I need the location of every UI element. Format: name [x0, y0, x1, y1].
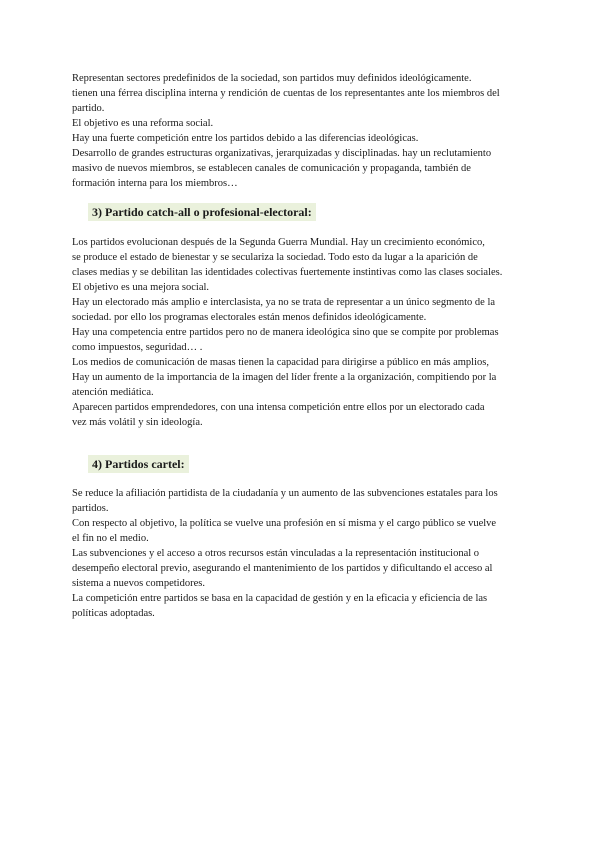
- paragraph-line: Hay un electorado más amplio e interclasista, ya no se trata de representar a un único segmento de la: [72, 297, 496, 308]
- paragraph-line: se produce el estado de bienestar y se seculariza la sociedad. Todo esto da lugar a la aparición de: [72, 252, 478, 263]
- paragraph-line: atención mediática.: [72, 387, 154, 398]
- paragraph-line: clases medias y se debilitan las identidades colectivas fuertemente instintivas como las clases sociales.: [72, 267, 503, 278]
- paragraph-line: Hay un aumento de la importancia de la imagen del líder frente a la organización, compitiendo por la: [72, 372, 497, 383]
- section-4-heading: 4) Partidos cartel:: [88, 455, 189, 473]
- paragraph-line: políticas adoptadas.: [72, 608, 155, 619]
- paragraph-line: Representan sectores predefinidos de la sociedad, son partidos muy definidos ideológicamente.: [72, 73, 472, 84]
- section-3-body: [72, 235, 532, 430]
- section-2-body: [72, 71, 532, 191]
- paragraph-line: el fin no el medio.: [72, 533, 149, 544]
- paragraph-line: sistema a nuevos competidores.: [72, 578, 205, 589]
- paragraph-line: El objetivo es una mejora social.: [72, 282, 210, 293]
- paragraph-line: Con respecto al objetivo, la política se vuelve una profesión en sí misma y el cargo público se vuelve: [72, 518, 497, 529]
- paragraph-line: desempeño electoral previo, asegurando el mantenimiento de los partidos y dificultando el acceso al: [72, 563, 493, 574]
- paragraph-line: Las subvenciones y el acceso a otros recursos están vinculadas a la representación institucional o: [72, 548, 480, 559]
- paragraph-line: El objetivo es una reforma social.: [72, 118, 214, 129]
- paragraph-line: partido.: [72, 103, 105, 114]
- paragraph-line: Se reduce la afiliación partidista de la ciudadanía y un aumento de las subvenciones estatales para los: [72, 488, 498, 499]
- paragraph-line: Los partidos evolucionan después de la Segunda Guerra Mundial. Hay un crecimiento económico,: [72, 237, 485, 248]
- paragraph-line: vez más volátil y sin ideología.: [72, 417, 203, 428]
- section-3-heading: 3) Partido catch-all o profesional-electoral:: [88, 203, 316, 221]
- paragraph-line: Aparecen partidos emprendedores, con una intensa competición entre ellos por un electorado cada: [72, 402, 485, 413]
- paragraph-line: La competición entre partidos se basa en la capacidad de gestión y en la eficacia y eficiencia de las: [72, 593, 488, 604]
- paragraph-line: Hay una fuerte competición entre los partidos debido a las diferencias ideológicas.: [72, 133, 419, 144]
- paragraph-line: formación interna para los miembros…: [72, 178, 238, 189]
- paragraph-line: como impuestos, seguridad… .: [72, 342, 203, 353]
- section-4-body: [72, 486, 532, 621]
- paragraph-line: sociedad. por ello los programas electorales están menos definidos ideológicamente.: [72, 312, 427, 323]
- paragraph-line: partidos.: [72, 503, 109, 514]
- paragraph-line: Hay una competencia entre partidos pero no de manera ideológica sino que se compite por problemas: [72, 327, 499, 338]
- paragraph-line: tienen una férrea disciplina interna y rendición de cuentas de los representantes ante los miembros del: [72, 88, 500, 99]
- paragraph-line: Desarrollo de grandes estructuras organizativas, jerarquizadas y disciplinadas. hay un reclutamiento: [72, 148, 492, 159]
- paragraph-line: masivo de nuevos miembros, se establecen canales de comunicación y propaganda, también de: [72, 163, 471, 174]
- paragraph-line: Los medios de comunicación de masas tienen la capacidad para dirigirse a público en más amplios,: [72, 357, 489, 368]
